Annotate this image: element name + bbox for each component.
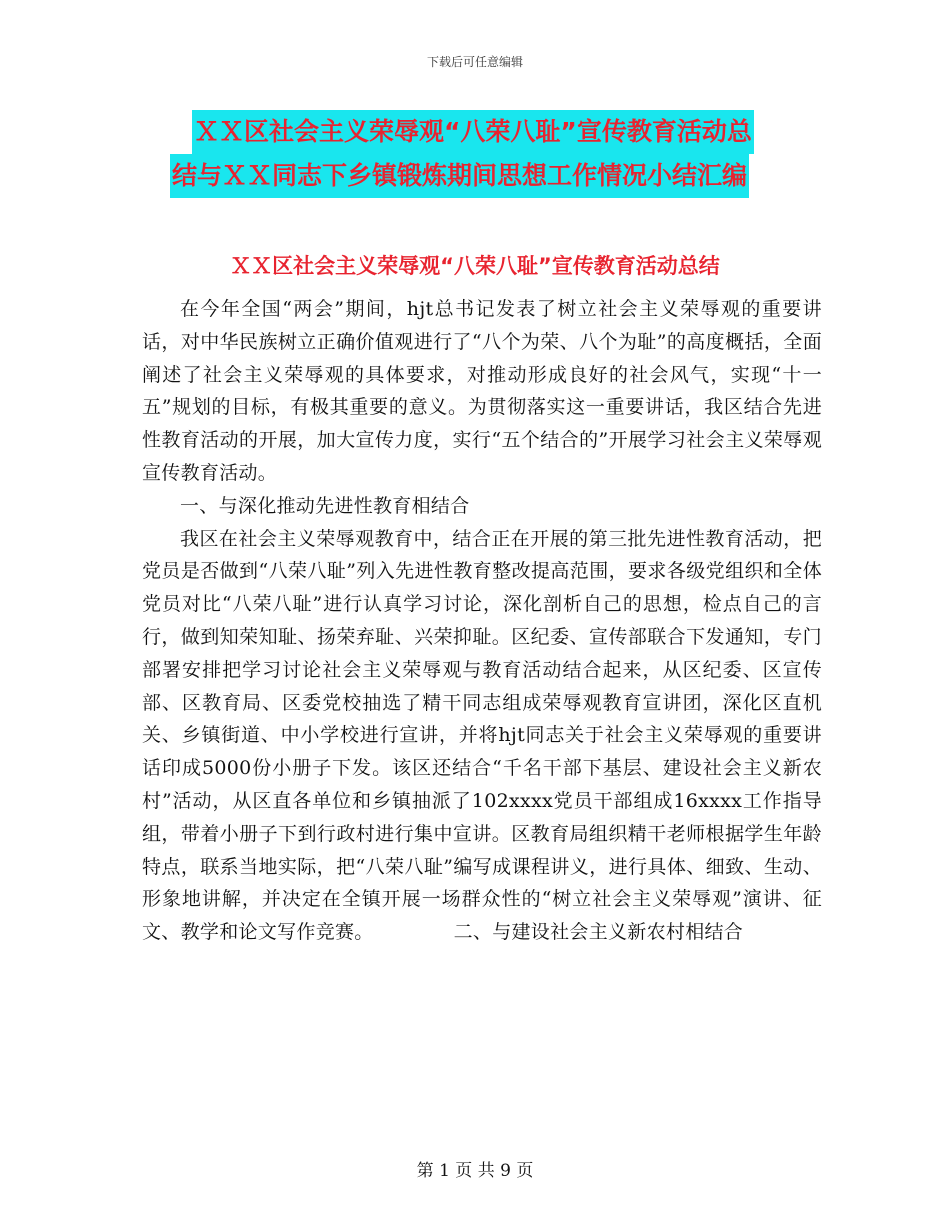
paragraph-advanced-education-text: 我区在社会主义荣辱观教育中，结合正在开展的第三批先进性教育活动，把党员是否做到“八荣八耻”列入先进性教育整改提高范围，要求各级党组织和全体党员对比“八荣八耻”进行认真学习讨论，深化剖析自己的思想，检点自己的言行，做到知荣知耻、扬荣弃耻、兴荣抑耻。区纪委、宣传部联合下发通知，专门部署安排把学习讨论社会主义荣辱观与教育活动结合起来，从区纪委、区宣传部、区教育局、区委党校抽选了精干同志组成荣辱观教育宣讲团，深化区直机关、乡镇街道、中小学校进行宣讲，并将hjt同志关于社会主义荣辱观的重要讲话印成5000份小册子下发。该区还结合“千名干部下基层、建设社会主义新农村”活动，从区直各单位和乡镇抽派了102xxxx党员干部组成16xxxx工作指导组，带着小册子下到行政村进行集中宣讲。区教育局组织精干老师根据学生年龄特点，联系当地实际，把“八荣八耻”编写成课程讲义，进行具体、细致、生动、形象地讲解，并决定在全镇开展一场群众性的“树立社会主义荣辱观”演讲、征文、教学和论文写作竞赛。 [142,527,822,944]
header-note: 下载后可任意编辑 [426,55,523,69]
paragraph-intro: 在今年全国“两会”期间，hjt总书记发表了树立社会主义荣辱观的重要讲话，对中华民族树立正确价值观进行了“八个为荣、八个为耻”的高度概括，全面阐述了社会主义荣辱观的具体要求，对推动形成良好的社会风气，实现“十一五”规划的目标，有极其重要的意义。为贯彻落实这一重要讲话，我区结合先进性教育活动的开展，加大宣传力度，实行“五个结合的”开展学习社会主义荣辱观宣传教育活动。 [142,298,822,484]
page-footer: 第 1 页 共 9 页 [416,1161,534,1181]
title-line-2: 结与ＸＸ同志下乡镇锻炼期间思想工作情况小结汇编 [170,154,749,198]
paragraph-advanced-education [142,523,822,949]
document-title [170,110,820,198]
title-line-1: ＸＸ区社会主义荣辱观“八荣八耻”宣传教育活动总 [192,110,754,154]
heading-new-countryside: 二、与建设社会主义新农村相结合 [453,921,744,944]
section-title: ＸＸ区社会主义荣辱观“八荣八耻”宣传教育活动总结 [230,254,720,278]
document-body [142,293,822,949]
heading-advanced-education: 一、与深化推动先进性教育相结合 [180,494,470,517]
